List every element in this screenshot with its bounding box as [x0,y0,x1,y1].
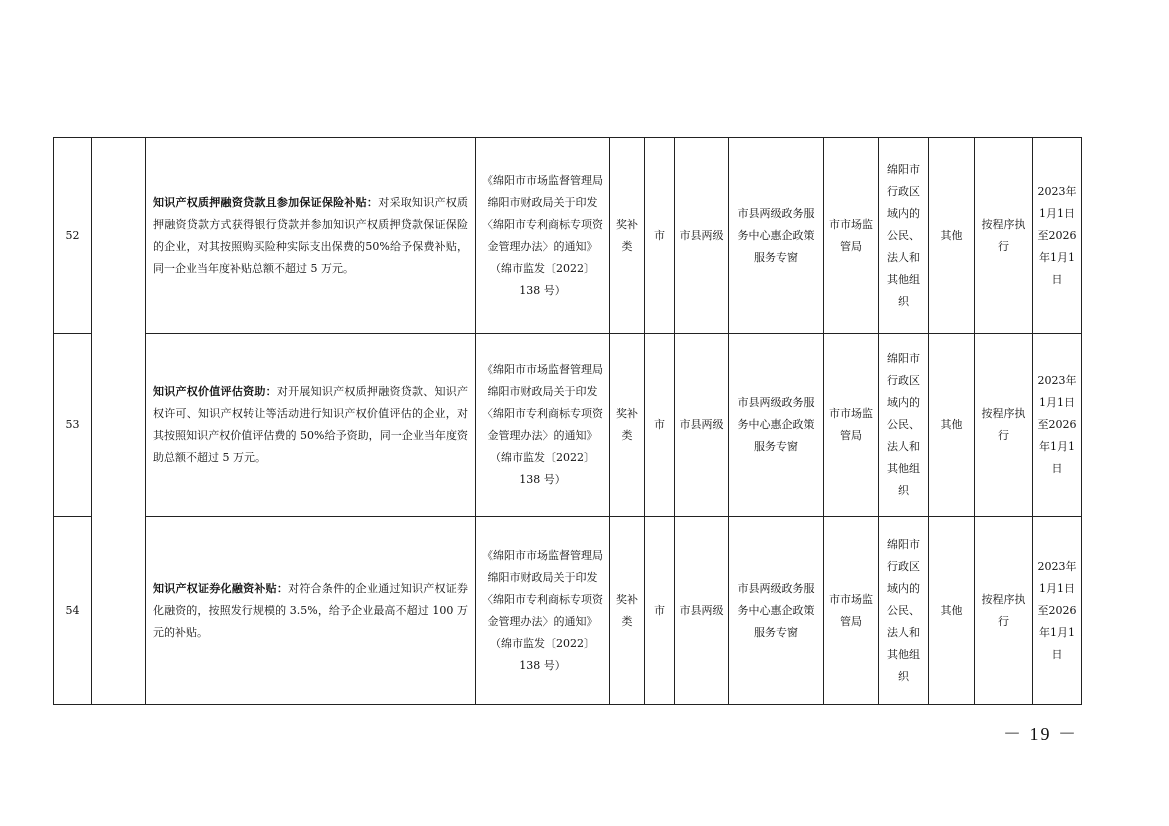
implementation-level: 市县两级 [675,138,729,334]
policy-category: 奖补类 [610,334,645,517]
implementation-level: 市县两级 [675,334,729,517]
row-number: 53 [54,334,92,517]
table-row [54,138,1082,334]
policy-description [146,334,476,517]
policy-basis: 《绵阳市市场监督管理局绵阳市财政局关于印发〈绵阳市专利商标专项资金管理办法〉的通知》（绵市监发〔2022〕138 号） [476,334,610,517]
procedure: 按程序执行 [975,138,1033,334]
service-window: 市县两级政务服务中心惠企政策服务专窗 [729,334,824,517]
policy-basis: 《绵阳市市场监督管理局绵阳市财政局关于印发〈绵阳市专利商标专项资金管理办法〉的通知》（绵市监发〔2022〕138 号） [476,138,610,334]
apply-method: 其他 [929,138,975,334]
policy-description [146,138,476,334]
valid-period: 2023年1月1日至2026年1月1日 [1033,517,1082,705]
responsible-dept: 市市场监管局 [824,138,879,334]
policy-category: 奖补类 [610,138,645,334]
responsible-dept: 市市场监管局 [824,517,879,705]
row-number: 54 [54,517,92,705]
policy-table [53,137,1082,705]
table-row [54,517,1082,705]
responsible-dept: 市市场监管局 [824,334,879,517]
service-window: 市县两级政务服务中心惠企政策服务专窗 [729,517,824,705]
table-row [54,334,1082,517]
target-group: 绵阳市行政区域内的公民、法人和其他组织 [879,517,929,705]
policy-level: 市 [645,334,675,517]
procedure: 按程序执行 [975,517,1033,705]
valid-period: 2023年1月1日至2026年1月1日 [1033,138,1082,334]
procedure: 按程序执行 [975,334,1033,517]
service-window: 市县两级政务服务中心惠企政策服务专窗 [729,138,824,334]
apply-method: 其他 [929,334,975,517]
policy-title: 知识产权质押融资贷款且参加保证保险补贴： [153,195,379,209]
policy-basis: 《绵阳市市场监督管理局绵阳市财政局关于印发〈绵阳市专利商标专项资金管理办法〉的通知》（绵市监发〔2022〕138 号） [476,517,610,705]
implementation-level: 市县两级 [675,517,729,705]
policy-level: 市 [645,517,675,705]
valid-period: 2023年1月1日至2026年1月1日 [1033,334,1082,517]
policy-category: 奖补类 [610,517,645,705]
apply-method: 其他 [929,517,975,705]
target-group: 绵阳市行政区域内的公民、法人和其他组织 [879,138,929,334]
row-number: 52 [54,138,92,334]
merged-category-cell [92,138,146,705]
policy-detail: 对采取知识产权质押融资贷款方式获得银行贷款并参加知识产权质押贷款保证保险的企业，对其按照购买险种实际支出保费的50%给予保费补贴，同一企业当年度补贴总额不超过 5 万元。 [153,195,469,275]
policy-title: 知识产权证券化融资补贴： [153,581,289,595]
policy-detail: 对开展知识产权质押融资贷款、知识产权许可、知识产权转让等活动进行知识产权价值评估的企业，对其按照知识产权价值评估费的 50%给予资助，同一企业当年度资助总额不超过 5 万元。 [153,385,469,464]
target-group: 绵阳市行政区域内的公民、法人和其他组织 [879,334,929,517]
page-number: － 19 － [1003,724,1078,744]
policy-level: 市 [645,138,675,334]
policy-detail: 对符合条件的企业通过知识产权证券化融资的，按照发行规模的 3.5%，给予企业最高不超过 100 万元的补贴。 [153,581,469,639]
policy-description [146,517,476,705]
policy-title: 知识产权价值评估资助： [153,385,277,398]
